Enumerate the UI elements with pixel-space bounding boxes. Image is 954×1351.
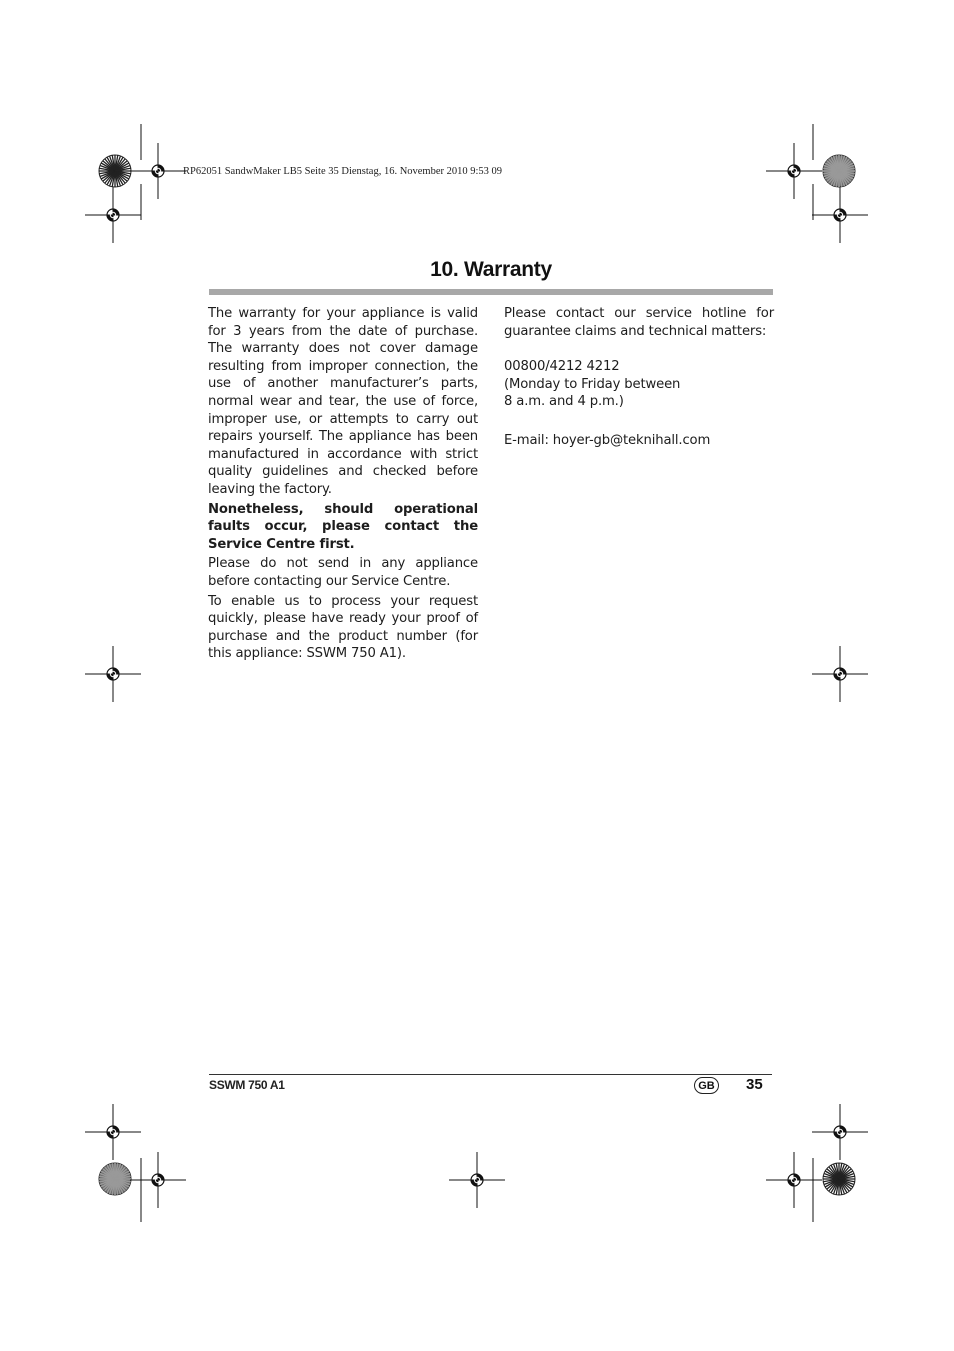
color-star-icon — [823, 1163, 855, 1195]
registration-mark-icon — [85, 646, 141, 702]
registration-mark-icon — [130, 1152, 186, 1208]
page-number: 35 — [746, 1076, 763, 1093]
faults-notice: Nonetheless, should operational faults occur, please contact the Service Centre first. — [208, 501, 478, 552]
registration-mark-icon — [812, 646, 868, 702]
registration-mark-icon — [130, 143, 186, 199]
hours-line-2: 8 a.m. and 4 p.m.) — [504, 394, 624, 410]
right-column — [504, 305, 774, 450]
registration-mark-icon — [812, 1104, 868, 1160]
title-rule — [209, 289, 773, 295]
hours-line-1: (Monday to Friday between — [504, 376, 681, 392]
color-star-icon — [99, 1163, 131, 1195]
registration-mark-icon — [766, 143, 822, 199]
print-slug: RP62051 SandwMaker LB5 Seite 35 Dienstag, 16. November 2010 9:53 09 — [183, 166, 503, 177]
send-paragraph: Please do not send in any appliance before contacting our Service Centre. — [208, 556, 478, 589]
hotline-paragraph: Please contact our service hotline for guarantee claims and technical matters: — [504, 306, 774, 339]
warranty-paragraph: The warranty for your appliance is valid for 3 years from the date of purchase. The warranty does not cover damage resulting from improper connection, the use of another manufacturer’s parts, normal wear and tear, the use of force, improper use, or attempts to carry out repairs yourself. The appliance has been manufactured in accordance with strict quality guidelines and checked before leaving the factory. — [208, 306, 478, 497]
registration-mark-icon — [766, 1152, 822, 1208]
model-number: SSWM 750 A1 — [209, 1078, 285, 1092]
registration-mark-icon — [812, 187, 868, 243]
page-title: 10. Warranty — [430, 258, 552, 281]
email-line: E-mail: hoyer-gb@teknihall.com — [504, 432, 711, 448]
registration-mark-icon — [85, 1104, 141, 1160]
registration-mark-icon — [85, 187, 141, 243]
color-star-icon — [99, 155, 131, 187]
hotline-number: 00800/4212 4212 — [504, 359, 620, 375]
left-column — [208, 305, 478, 665]
country-badge: GB — [694, 1077, 719, 1094]
proof-paragraph: To enable us to process your request quickly, please have ready your proof of purchase and the product number (for this appliance: SSWM 750 A1). — [208, 593, 478, 662]
footer-rule — [209, 1074, 772, 1075]
registration-mark-icon — [449, 1152, 505, 1208]
color-star-icon — [823, 155, 855, 187]
